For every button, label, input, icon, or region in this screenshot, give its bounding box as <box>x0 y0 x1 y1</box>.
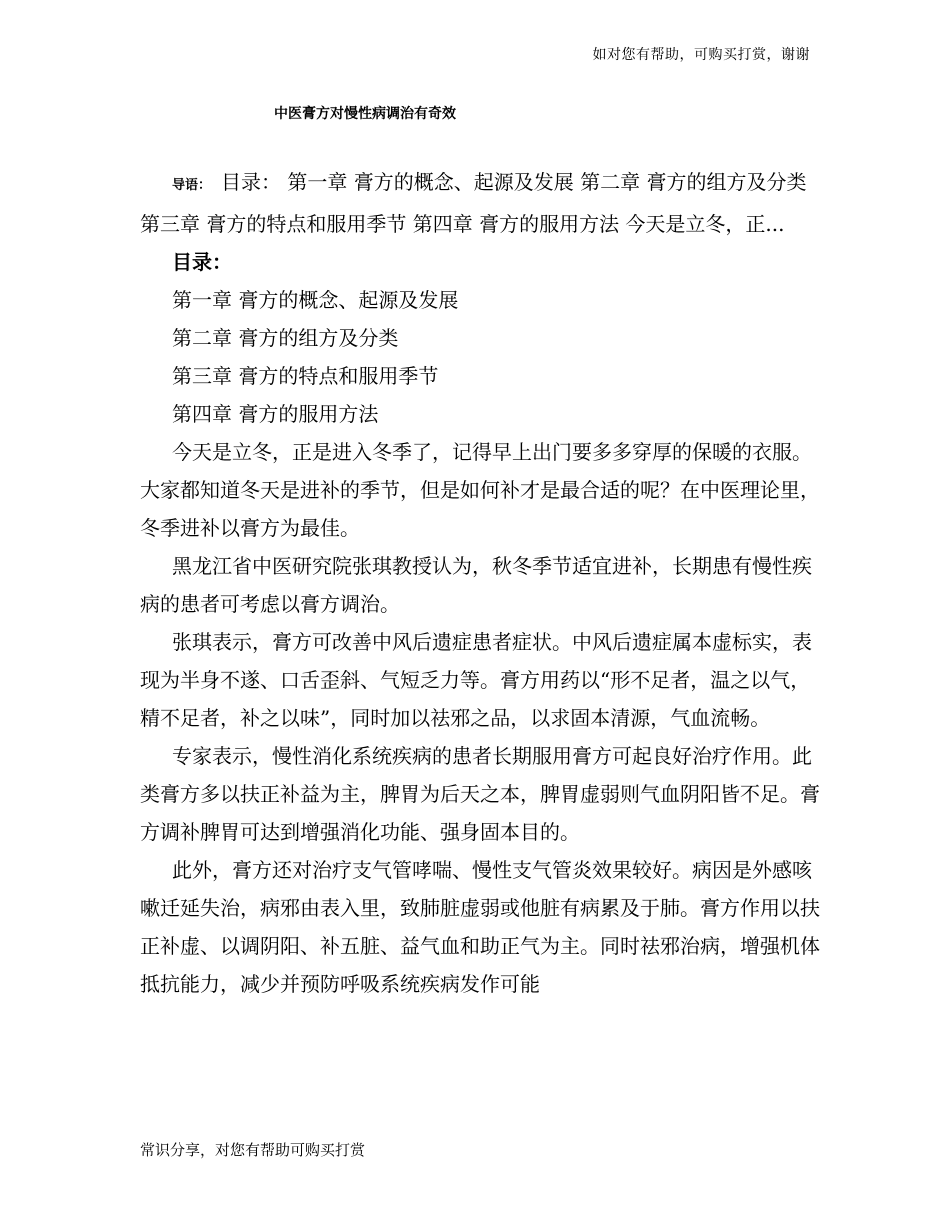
toc-item-chapter-1: 第一章 膏方的概念、起源及发展 <box>172 288 459 312</box>
document-body <box>140 163 828 1003</box>
toc-item-chapter-2: 第二章 膏方的组方及分类 <box>172 326 399 350</box>
lead-text: 目录： 第一章 膏方的概念、起源及发展 第二章 膏方的组方及分类 第三章 膏方的特点和服用季节 第四章 膏方的服用方法 今天是立冬，正... <box>140 170 807 236</box>
document-title: 中医膏方对慢性病调治有奇效 <box>274 106 456 122</box>
body-paragraph-3: 张琪表示，膏方可改善中风后遗症患者症状。中风后遗症属本虚标实，表现为半身不遂、口舌歪斜、气短乏力等。膏方用药以“形不足者，温之以气，精不足者，补之以味”，同时加以祛邪之品，以求固本清源，气血流畅。 <box>140 630 812 730</box>
body-paragraph-1: 今天是立冬，正是进入冬季了，记得早上出门要多多穿厚的保暖的衣服。大家都知道冬天是进补的季节，但是如何补才是最合适的呢？在中医理论里，冬季进补以膏方为最佳。 <box>140 440 820 540</box>
toc-item-chapter-3: 第三章 膏方的特点和服用季节 <box>172 364 439 388</box>
lead-label: 导语： <box>172 178 212 193</box>
page-footer: 常识分享，对您有帮助可购买打赏 <box>140 1141 366 1159</box>
lead-paragraph <box>140 163 828 243</box>
toc-item-chapter-4: 第四章 膏方的服用方法 <box>172 402 379 426</box>
toc-list <box>140 281 828 433</box>
body-paragraph-5: 此外，膏方还对治疗支气管哮喘、慢性支气管炎效果较好。病因是外感咳嗽迁延失治，病邪由表入里，致肺脏虚弱或他脏有病累及于肺。膏方作用以扶正补虚、以调阴阳、补五脏、益气血和助正气为主。同时祛邪治病，增强机体抵抗能力，减少并预防呼吸系统疾病发作可能 <box>140 858 820 996</box>
body-paragraph-2: 黑龙江省中医研究院张琪教授认为，秋冬季节适宜进补，长期患有慢性疾病的患者可考虑以膏方调治。 <box>140 554 812 616</box>
page-header: 如对您有帮助，可购买打赏，谢谢 <box>592 47 810 63</box>
body-paragraph-4: 专家表示，慢性消化系统疾病的患者长期服用膏方可起良好治疗作用。此类膏方多以扶正补益为主，脾胃为后天之本，脾胃虚弱则气血阴阳皆不足。膏方调补脾胃可达到增强消化功能、强身固本目的。 <box>140 744 820 844</box>
toc-heading: 目录： <box>172 250 232 274</box>
